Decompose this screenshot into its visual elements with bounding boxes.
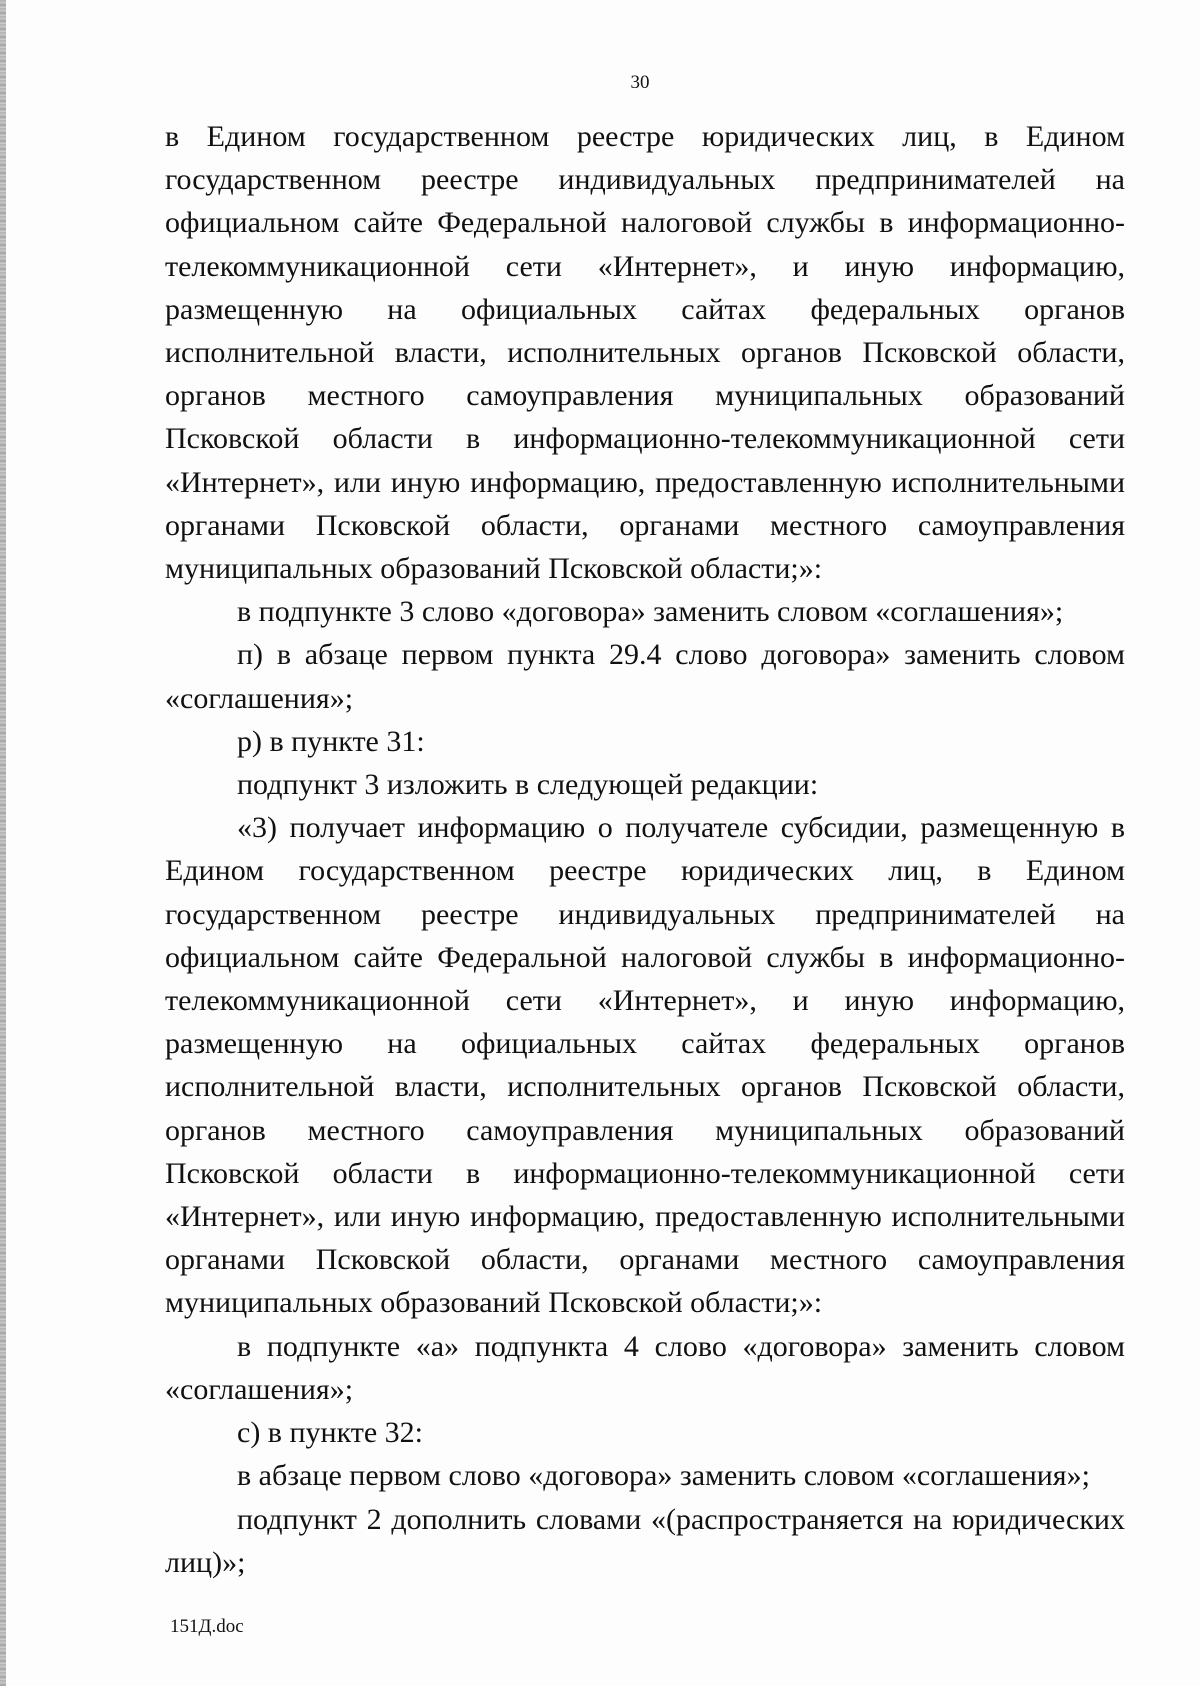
paragraph-item-s: с) в пункте 32: [237,1416,424,1450]
paragraph-subpoint-3-new-wording: подпункт 3 изложить в следующей редакции: [237,768,819,802]
paragraph-item-p: п) в абзаце первом пункта 29.4 слово договора» заменить словом «соглашения»; [165,638,1125,715]
paragraph-subpoint-4a-replacement: в подпункте «а» подпункта 4 слово «договора» заменить словом «соглашения»; [165,1329,1125,1406]
paragraph-subpoint-2-addition: подпункт 2 дополнить словами «(распространяется на юридических лиц)»; [165,1502,1125,1579]
footer-filename: 151Д.doc [170,1616,244,1637]
scan-edge-decoration [0,0,6,1686]
document-body [165,115,1125,1584]
paragraph-first-paragraph-replacement: в абзаце первом слово «договора» заменить словом «соглашения»; [237,1459,1090,1493]
paragraph-quoted-subpoint-3: «3) получает информацию о получателе субсидии, размещенную в Едином государственном реестре юридических лиц, в Едином государственном реестре индивидуальных предпринимателей на официальном сайте Федеральной налоговой службы в информационно-телекоммуникационной сети «Интернет», и иную информацию, размещенную на официальных сайтах федеральных органов исполнительной власти, исполнительных органов Псковской области, органов местного самоуправления муниципальных образований Псковской области в информационно-телекоммуникационной сети «Интернет», или иную информацию, предоставленную исполнительными органами Псковской области, органами местного самоуправления муниципальных образований Псковской области;»: [165,811,1125,1320]
paragraph-continuation: в Едином государственном реестре юридических лиц, в Едином государственном реестре индивидуальных предпринимателей на официальном сайте Федеральной налоговой службы в информационно-телекоммуникационной сети «Интернет», и иную информацию, размещенную на официальных сайтах федеральных органов исполнительной власти, исполнительных органов Псковской области, органов местного самоуправления муниципальных образований Псковской области в информационно-телекоммуникационной сети «Интернет», или иную информацию, предоставленную исполнительными органами Псковской области, органами местного самоуправления муниципальных образований Псковской области;»: [165,120,1125,586]
page-number: 30 [630,72,650,93]
paragraph-item-r: р) в пункте 31: [237,724,425,758]
paragraph-subpoint-3-replacement: в подпункте 3 слово «договора» заменить словом «соглашения»; [237,595,1064,629]
